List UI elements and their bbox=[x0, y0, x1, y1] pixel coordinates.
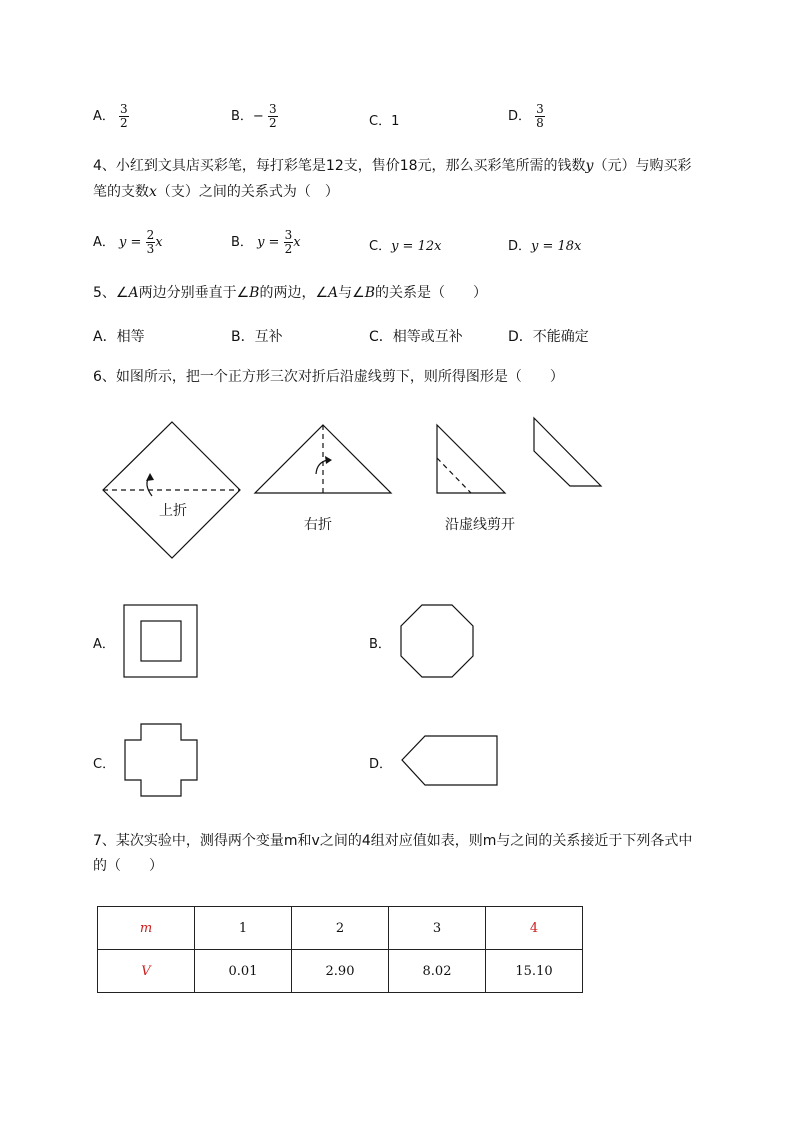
option-label: A． bbox=[93, 235, 115, 250]
q5-text: 两边分别垂直于∠ bbox=[138, 285, 250, 301]
var-y: y bbox=[585, 158, 594, 174]
option-label: D． bbox=[508, 239, 532, 254]
table-cell: 2.90 bbox=[292, 950, 389, 993]
equation-lhs: y = bbox=[257, 235, 280, 250]
q4-text: （元）与购买彩 bbox=[593, 158, 692, 174]
var-x: x bbox=[149, 184, 157, 200]
table-cell: 3 bbox=[389, 907, 486, 950]
q5-option-b: B．互补 bbox=[231, 329, 283, 345]
angle-a: A bbox=[328, 285, 339, 301]
numerator: 3 bbox=[284, 228, 293, 242]
q7-data-table bbox=[97, 906, 583, 993]
denominator: 2 bbox=[268, 116, 277, 130]
q7-line1: 7、某次实验中，测得两个变量m和v之间的4组对应值如表，则m与之间的关系接近于下列各式中 bbox=[93, 833, 693, 849]
q5-option-d: D．不能确定 bbox=[508, 329, 589, 345]
option-label: A． bbox=[93, 109, 115, 124]
table-cell: 1 bbox=[195, 907, 292, 950]
cut-triangle-figure bbox=[437, 425, 505, 493]
numerator: 3 bbox=[120, 102, 128, 116]
option-label: C． bbox=[369, 239, 392, 254]
angle-a: A bbox=[128, 285, 139, 301]
angle-b: B bbox=[249, 285, 260, 301]
angle-b: B bbox=[364, 285, 375, 301]
table-row bbox=[98, 907, 583, 950]
denominator: 2 bbox=[120, 116, 128, 130]
option-label: C．1 bbox=[369, 114, 400, 129]
fold-up-label: 上折 bbox=[159, 503, 187, 519]
table-cell: 4 bbox=[486, 907, 583, 950]
q6-option-b-label: B． bbox=[369, 637, 391, 652]
folding-triangle-figure bbox=[255, 425, 391, 493]
denominator: 3 bbox=[146, 242, 155, 256]
cut-along-dashed-label: 沿虚线剪开 bbox=[445, 517, 515, 533]
numerator: 2 bbox=[146, 228, 155, 242]
q6-option-c-label: C． bbox=[93, 757, 116, 772]
row-header-m: m bbox=[98, 907, 195, 950]
q6-option-d-label: D． bbox=[369, 757, 393, 772]
q6-stem: 6、如图所示，把一个正方形三次对折后沿虚线剪下，则所得图形是（ ） bbox=[93, 369, 564, 385]
q5-text: 与∠ bbox=[338, 285, 365, 301]
cut-result-figure bbox=[534, 418, 601, 486]
denominator: 2 bbox=[284, 242, 293, 256]
equation-lhs: y = bbox=[119, 235, 142, 250]
q6-option-a-label: A． bbox=[93, 637, 115, 652]
numerator: 3 bbox=[536, 102, 544, 116]
table-cell: 15.10 bbox=[486, 950, 583, 993]
equation-rhs: x bbox=[155, 235, 163, 250]
q5-option-c: C．相等或互补 bbox=[369, 329, 463, 345]
q5-text: 的两边，∠ bbox=[259, 285, 329, 301]
option-c-shape bbox=[125, 724, 197, 796]
numerator: 3 bbox=[268, 102, 277, 116]
option-b-shape bbox=[401, 605, 473, 677]
fold-right-label: 右折 bbox=[304, 517, 332, 533]
denominator: 8 bbox=[536, 116, 544, 130]
row-header-v: V bbox=[98, 950, 195, 993]
folding-diamond-figure bbox=[103, 422, 240, 558]
q4-text: 4、小红到文具店买彩笔，每打彩笔是12支，售价18元，那么买彩笔所需的钱数 bbox=[93, 158, 586, 174]
table-cell: 2 bbox=[292, 907, 389, 950]
q5-text: 的关系是（ ） bbox=[375, 285, 487, 301]
equation-rhs: x bbox=[293, 235, 301, 250]
option-label: D． bbox=[508, 109, 532, 124]
table-cell: 0.01 bbox=[195, 950, 292, 993]
equation: y = 12x bbox=[391, 239, 442, 254]
minus-sign: − bbox=[252, 109, 264, 124]
q7-line2: 的（ ） bbox=[93, 858, 163, 874]
q5-text: 5、∠ bbox=[93, 285, 129, 301]
option-label: B． bbox=[231, 109, 253, 124]
table-cell: 8.02 bbox=[389, 950, 486, 993]
equation: y = 18x bbox=[531, 239, 582, 254]
q4-text: （支）之间的关系式为（ ） bbox=[156, 184, 339, 200]
option-label: B． bbox=[231, 235, 253, 250]
option-d-shape bbox=[402, 736, 497, 785]
q5-option-a: A．相等 bbox=[93, 329, 145, 345]
option-a-shape bbox=[124, 605, 197, 677]
q4-text: 笔的支数 bbox=[93, 184, 149, 200]
table-row bbox=[98, 950, 583, 993]
